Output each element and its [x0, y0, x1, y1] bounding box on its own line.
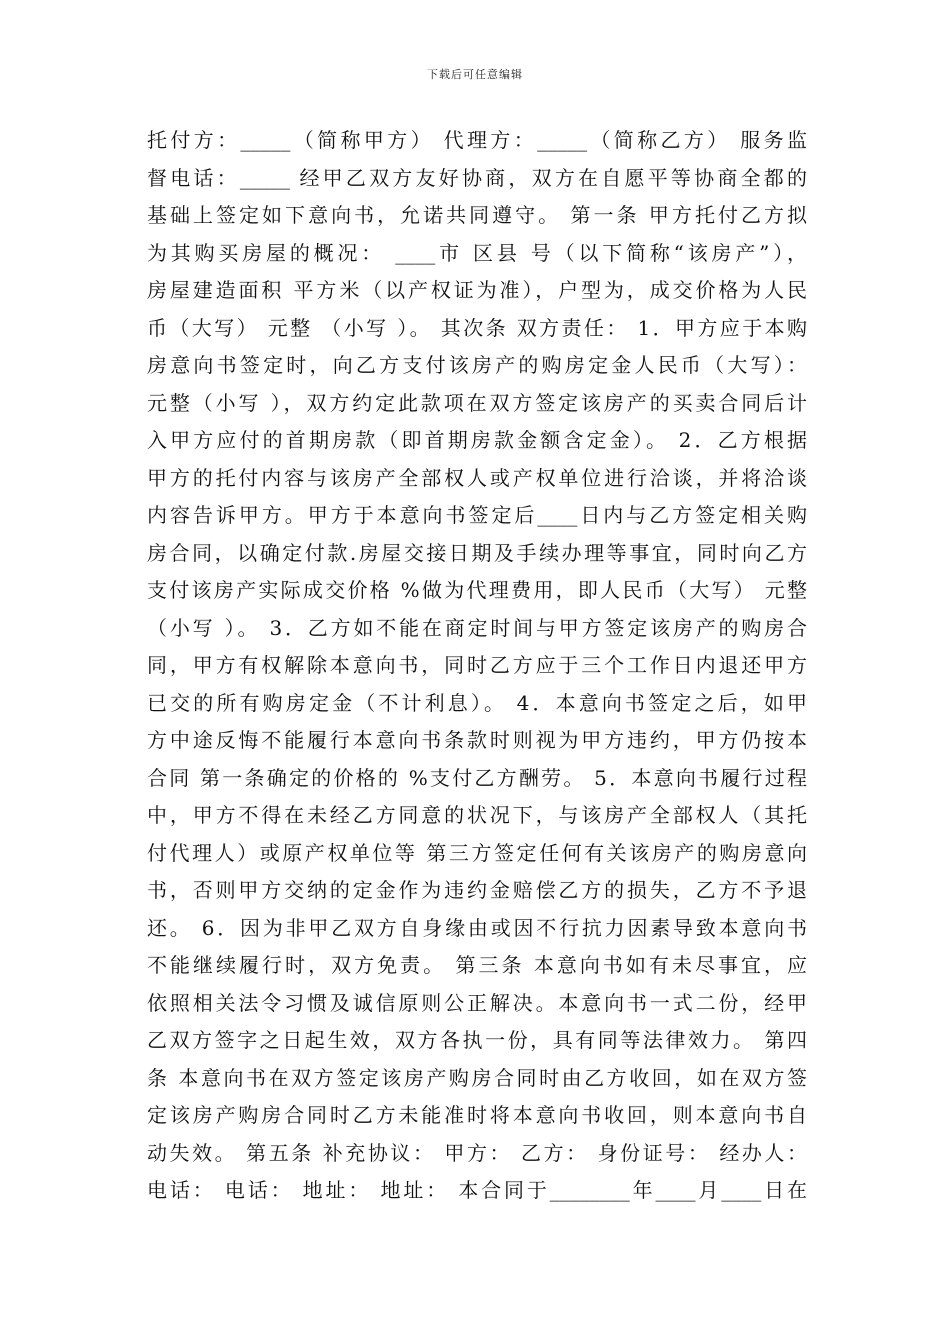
page-header-note: 下载后可任意编辑 — [427, 68, 523, 81]
text-line: 同，甲方有权解除本意向书，同时乙方应于三个工作日内退还甲方 — [147, 653, 807, 677]
text-line: 托付方：_____（简称甲方） 代理方：_____（简称乙方） 服务监 — [147, 128, 807, 152]
text-line: 为其购买房屋的概况： ____市 区县 号（以下简称“该房产”）， — [147, 240, 807, 265]
text-line: 中，甲方不得在未经乙方同意的状况下，与该房产全部权人（其托 — [147, 803, 807, 827]
text-line: 电话： 电话： 地址： 地址： 本合同于________年____月____日在 — [147, 1178, 807, 1202]
text-line: 币（大写） 元整 （小写 ）。 其次条 双方责任： 1．甲方应于本购 — [147, 315, 807, 340]
text-line: 付代理人）或原产权单位等 第三方签定任何有关该房产的购房意向 — [147, 840, 807, 865]
text-line: 方中途反悔不能履行本意向书条款时则视为甲方违约，甲方仍按本 — [147, 728, 807, 752]
text-line: 入甲方应付的首期房款（即首期房款金额含定金）。 2．乙方根据 — [147, 428, 807, 452]
text-line: 书，否则甲方交纳的定金作为违约金赔偿乙方的损失，乙方不予退 — [147, 878, 807, 902]
text-line: 动失效。 第五条 补充协议： 甲方： 乙方： 身份证号： 经办人： — [147, 1140, 807, 1165]
text-line: 定该房产购房合同时乙方未能准时将本意向书收回，则本意向书自 — [147, 1103, 807, 1127]
text-line: 房合同，以确定付款.房屋交接日期及手续办理等事宜，同时向乙方 — [147, 540, 807, 565]
text-line: 基础上签定如下意向书，允诺共同遵守。 第一条 甲方托付乙方拟 — [147, 203, 807, 227]
document-body — [147, 122, 807, 1210]
text-line: 元整（小写 ），双方约定此款项在双方签定该房产的买卖合同后计 — [147, 390, 807, 415]
text-line: 乙双方签字之日起生效，双方各执一份，具有同等法律效力。 第四 — [147, 1028, 807, 1052]
text-line: 支付该房产实际成交价格 %做为代理费用，即人民币（大写） 元整 — [147, 578, 807, 602]
text-line: 督电话：_____ 经甲乙双方友好协商，双方在自愿平等协商全都的 — [147, 165, 807, 190]
text-line: 房屋建造面积 平方米（以产权证为准），户型为，成交价格为人民 — [147, 278, 807, 302]
text-line: 内容告诉甲方。甲方于本意向书签定后____日内与乙方签定相关购 — [147, 503, 807, 527]
text-line: 已交的所有购房定金（不计利息）。 4．本意向书签定之后，如甲 — [147, 690, 807, 715]
text-line: 合同 第一条确定的价格的 %支付乙方酬劳。 5．本意向书履行过程 — [147, 765, 807, 790]
text-line: 房意向书签定时，向乙方支付该房产的购房定金人民币（大写）： — [147, 353, 807, 377]
text-line: 条 本意向书在双方签定该房产购房合同时由乙方收回，如在双方签 — [147, 1065, 807, 1090]
text-line: 依照相关法令习惯及诚信原则公正解决。本意向书一式二份，经甲 — [147, 990, 807, 1015]
text-line: （小写 ）。 3．乙方如不能在商定时间与甲方签定该房产的购房合 — [147, 615, 807, 640]
text-line: 还。 6．因为非甲乙双方自身缘由或因不行抗力因素导致本意向书 — [147, 915, 807, 940]
text-line: 甲方的托付内容与该房产全部权人或产权单位进行洽谈，并将洽谈 — [147, 465, 807, 490]
text-line: 不能继续履行时，双方免责。 第三条 本意向书如有未尽事宜，应 — [147, 953, 807, 977]
